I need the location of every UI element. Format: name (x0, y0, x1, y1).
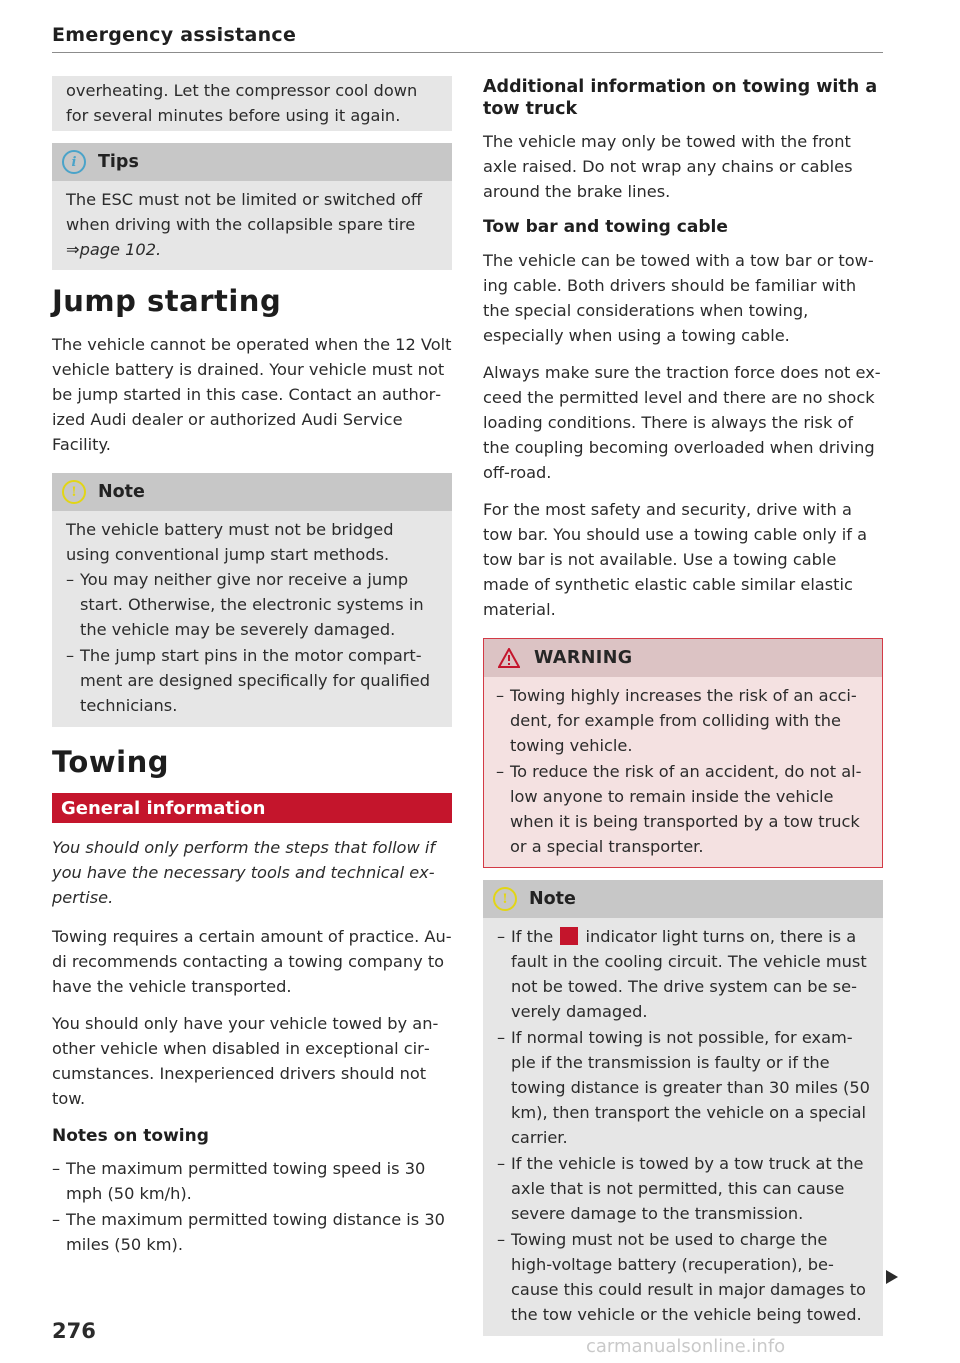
list-item: – Towing must not be used to charge the high-voltage battery (recuperation), because this could result in major damages to the tow vehicle or the vehicle being towed. (497, 1227, 871, 1327)
continue-arrow-icon (886, 1270, 898, 1284)
towing-intro: You should only perform the steps that follow if you have the necessary tools and technical expertise. (52, 838, 436, 907)
towing-paragraph-1: Towing requires a certain amount of practice. Audi recommends contacting a towing company to have the vehicle transported. (52, 927, 452, 996)
warning-label: WARNING (534, 648, 633, 668)
tips-page-link[interactable]: ⇒page 102. (66, 240, 162, 259)
list-item: – Towing highly increases the risk of an accident, for example from colliding with the towing vehicle. (496, 683, 870, 758)
list-item: – The maximum permitted towing speed is 30 mph (50 km/h). (52, 1156, 452, 1206)
jump-starting-heading: Jump starting (52, 284, 282, 318)
note-body (52, 511, 452, 727)
warning-header (484, 639, 882, 677)
list-item: – If normal towing is not possible, for example if the transmission is faulty or if the towing distance is greater than 30 miles (50 km), then transport the vehicle on a special carrier. (497, 1025, 871, 1150)
continued-note-text: overheating. Let the compressor cool down for several minutes before using it again. (66, 81, 418, 125)
left-column (52, 76, 452, 1258)
note-list (497, 924, 871, 1327)
tow-truck-heading: Additional information on towing with a tow truck (483, 77, 878, 119)
right-column (483, 76, 883, 1336)
page-number: 276 (52, 1319, 96, 1343)
header-divider (52, 52, 883, 53)
list-item: – The maximum permitted towing distance is 30 miles (50 km). (52, 1207, 452, 1257)
exclamation-icon: ! (493, 887, 517, 911)
towing-notes-list (52, 1156, 452, 1257)
cooling-indicator-icon (560, 927, 578, 945)
tow-bar-paragraph-2: Always make sure the traction force does not exceed the permitted level and there are no shock loading conditions. There is always the risk of the coupling becoming overloaded when driving off-road. (483, 363, 881, 482)
tow-bar-paragraph-1: The vehicle can be towed with a tow bar or towing cable. Both drivers should be familiar with the special considerations when towing, especially when using a towing cable. (483, 251, 874, 345)
watermark: carmanualsonline.info (586, 1336, 786, 1357)
towing-paragraph-2: You should only have your vehicle towed by another vehicle when disabled in exceptional circumstances. Inexperienced drivers should not tow. (52, 1014, 439, 1108)
note-label: Note (98, 482, 145, 502)
tips-box (52, 143, 452, 270)
tow-bar-heading: Tow bar and towing cable (483, 217, 728, 237)
list-item: – The jump start pins in the motor compartment are designed specifically for qualified technicians. (66, 643, 440, 718)
tips-header (52, 143, 452, 181)
note-box-towing (483, 880, 883, 1336)
tow-truck-paragraph: The vehicle may only be towed with the front axle raised. Do not wrap any chains or cables around the brake lines. (483, 132, 853, 201)
warning-box (483, 638, 883, 868)
towing-heading: Towing (52, 745, 169, 779)
page-header-title: Emergency assistance (52, 24, 297, 46)
warning-list (496, 683, 870, 859)
general-information-bar: General information (52, 793, 452, 823)
note-body (483, 918, 883, 1336)
continued-note-box (52, 76, 452, 131)
tips-label: Tips (98, 152, 139, 172)
list-item: – If the indicator light turns on, there is a fault in the cooling circuit. The vehicle must not be towed. The drive system can be severely damaged. (497, 924, 871, 1024)
warning-body (484, 677, 882, 867)
warning-triangle-icon (498, 648, 520, 668)
exclamation-icon: ! (62, 480, 86, 504)
notes-on-towing-heading: Notes on towing (52, 1126, 209, 1146)
note-box-battery (52, 473, 452, 727)
tips-body (52, 181, 452, 270)
list-item: – If the vehicle is towed by a tow truck at the axle that is not permitted, this can cause severe damage to the transmission. (497, 1151, 871, 1226)
tips-text: The ESC must not be limited or switched off when driving with the collapsible spare tire (66, 190, 422, 234)
tow-bar-paragraph-3: For the most safety and security, drive with a tow bar. You should use a towing cable only if a tow bar is not available. Use a towing cable made of synthetic elastic cable similar elastic material. (483, 500, 867, 619)
list-item: – You may neither give nor receive a jump start. Otherwise, the electronic systems in the vehicle may be severely damaged. (66, 567, 440, 642)
jump-starting-paragraph: The vehicle cannot be operated when the 12 Volt vehicle battery is drained. Your vehicle must not be jump started in this case. Contact an authorized Audi dealer or authorized Audi Service Facility. (52, 335, 452, 454)
list-item: – To reduce the risk of an accident, do not allow anyone to remain inside the vehicle when it is being transported by a tow truck or a special transporter. (496, 759, 870, 859)
note-header (52, 473, 452, 511)
note-label: Note (529, 889, 576, 909)
info-icon: i (62, 150, 86, 174)
note-header (483, 880, 883, 918)
note-list (66, 567, 440, 718)
note-text: The vehicle battery must not be bridged using conventional jump start methods. (66, 520, 394, 564)
